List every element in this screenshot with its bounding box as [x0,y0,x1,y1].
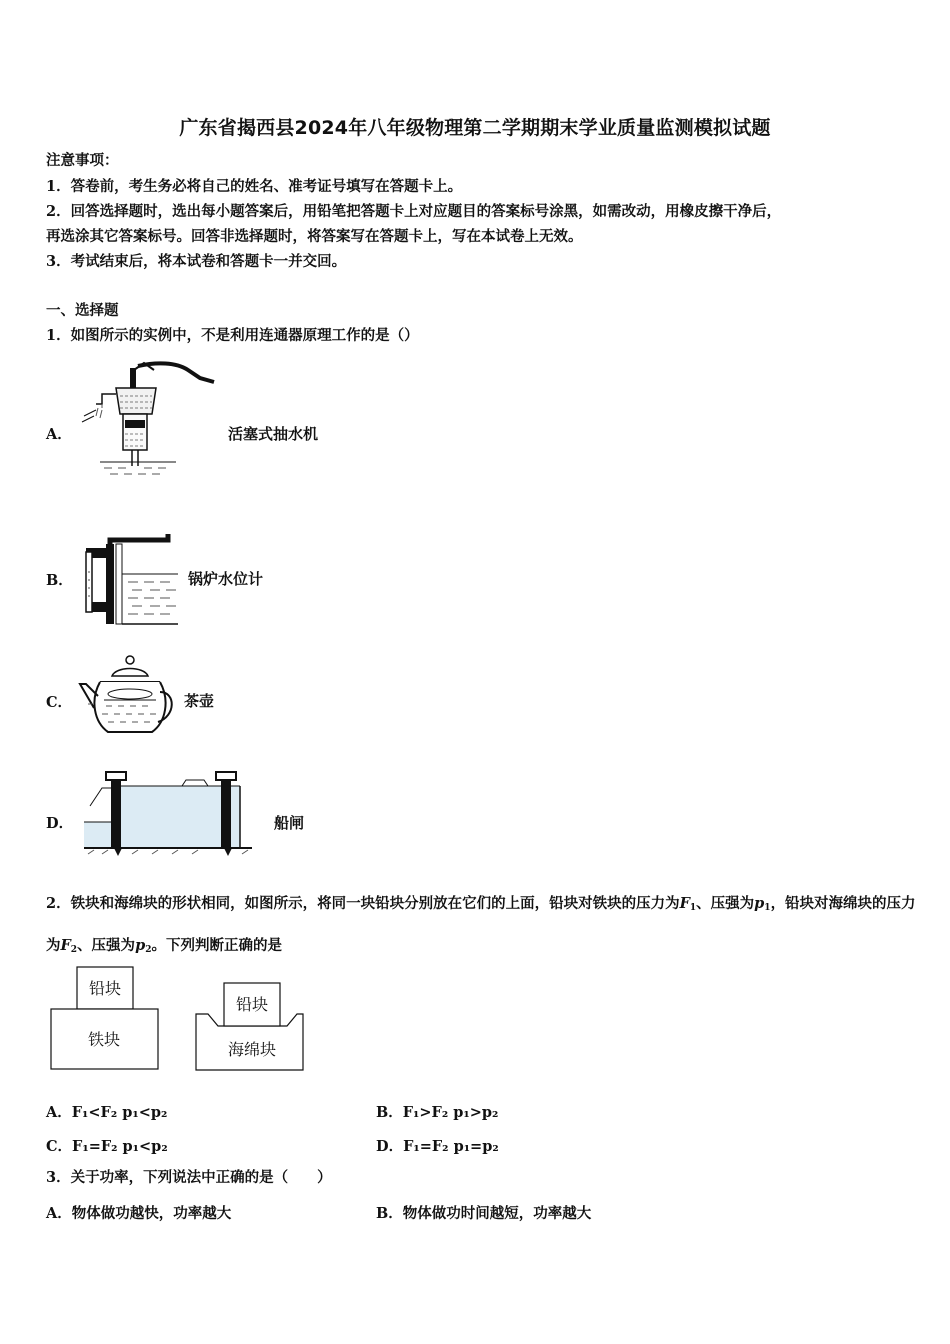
q3-option-a: A．物体做功越快，功率越大 [46,1205,232,1222]
notice-heading: 注意事项： [46,152,119,169]
q1-option-b-label: B． [46,572,73,589]
q2-option-b: B．F₁>F₂ p₁>p₂ [376,1104,499,1121]
q2-option-c: C．F₁=F₂ p₁<p₂ [46,1138,168,1155]
page-title: 广东省揭西县2024年八年级物理第二学期期末学业质量监测模拟试题 [179,117,771,139]
q1-stem: 1．如图所示的实例中，不是利用连通器原理工作的是（） [46,327,419,344]
section-heading: 一、选择题 [46,302,119,319]
lead-block-figure [46,964,316,1074]
q2-stem: 2．铁块和海绵块的形状相同，如图所示，将同一块铅块分别放在它们的上面，铅块对铁块的压力为$F_1$、压强为$p_1$，铅块对海绵块的压力为$F_2$、压强为$p_2$。下列判断正确的是 [46,895,916,955]
notice-item-2: 2．回答选择题时，选出每小题答案后，用铅笔把答题卡上对应题目的答案标号涂黑，如需改动，用橡皮擦干净后， [46,203,782,220]
lead-label-1: 铅块 [88,979,122,998]
notice-item-3: 3．考试结束后，将本试卷和答题卡一并交回。 [46,253,347,270]
q1-option-d-label: D． [46,815,74,832]
iron-label: 铁块 [87,1030,121,1049]
sponge-label: 海绵块 [227,1040,277,1059]
q2-option-d: D．F₁=F₂ p₁=p₂ [376,1138,499,1155]
notice-item-2-cont: 再选涂其它答案标号。回答非选择题时，将答案写在答题卡上，写在本试卷上无效。 [46,228,583,245]
teapot-figure [72,652,184,740]
boiler-gauge-figure [76,530,186,630]
q2-option-a: A．F₁<F₂ p₁<p₂ [46,1104,168,1121]
q3-stem: 3．关于功率，下列说法中正确的是（ ） [46,1169,332,1186]
piston-pump-figure [76,358,226,482]
q1-option-d-caption: 船闸 [274,814,305,832]
notice-item-1: 1．答卷前，考生务必将自己的姓名、准考证号填写在答题卡上。 [46,178,463,195]
q1-option-a-label: A． [46,426,72,443]
q1-option-b-caption: 锅炉水位计 [188,570,264,588]
lead-label-2: 铅块 [235,995,269,1014]
q1-option-c-label: C． [46,694,73,711]
q3-option-b: B．物体做功时间越短，功率越大 [376,1205,592,1222]
ship-lock-figure [82,766,262,858]
q1-option-a-caption: 活塞式抽水机 [228,425,319,443]
q1-option-c-caption: 茶壶 [184,692,215,710]
